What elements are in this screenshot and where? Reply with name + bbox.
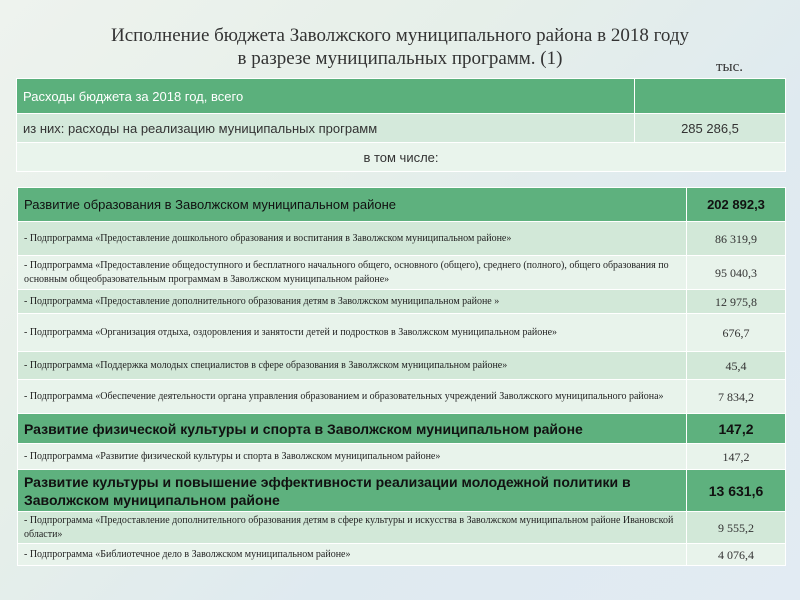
subprogram-name: - Подпрограмма «Обеспечение деятельности органа управления образованием и образовательных учреждений Заволжского муниципального района» xyxy=(18,380,687,414)
subprogram-value: 86 319,9 xyxy=(687,222,786,256)
subprogram-value: 95 040,3 xyxy=(687,256,786,290)
subprogram-name: - Подпрограмма «Развитие физической культуры и спорта в Заволжском муниципальном районе» xyxy=(18,444,687,470)
including-row xyxy=(17,143,786,172)
subprogram-value: 147,2 xyxy=(687,444,786,470)
total-row xyxy=(17,79,786,114)
subprogram-name: - Подпрограмма «Поддержка молодых специалистов в сфере образования в Заволжском муниципальном районе» xyxy=(18,352,687,380)
page-title xyxy=(40,24,760,70)
programs-value: 285 286,5 xyxy=(635,114,786,143)
subprogram-row xyxy=(18,314,786,352)
subprogram-row xyxy=(18,380,786,414)
subprogram-value: 4 076,4 xyxy=(687,544,786,566)
subprogram-value: 45,4 xyxy=(687,352,786,380)
total-label: Расходы бюджета за 2018 год, всего xyxy=(17,79,635,114)
program-name: Развитие культуры и повышение эффективности реализации молодежной политики в Заволжском муниципальном районе xyxy=(18,470,687,512)
subprogram-value: 9 555,2 xyxy=(687,512,786,544)
title-line-1: Исполнение бюджета Заволжского муниципального района в 2018 году xyxy=(110,25,690,46)
subprogram-name: - Подпрограмма «Предоставление дополнительного образования детям в сфере культуры и искусства в Заволжском муниципальном районе Ивановской области» xyxy=(18,512,687,544)
subprogram-row xyxy=(18,444,786,470)
program-row xyxy=(18,188,786,222)
subprogram-row xyxy=(18,290,786,314)
subprogram-name: - Подпрограмма «Предоставление дошкольного образования и воспитания в Заволжском муниципальном районе» xyxy=(18,222,687,256)
programs-table xyxy=(17,187,786,566)
program-row xyxy=(18,414,786,444)
program-value: 147,2 xyxy=(687,414,786,444)
subprogram-row xyxy=(18,222,786,256)
program-name: Развитие образования в Заволжском муниципальном районе xyxy=(18,188,687,222)
title-line-2: в разрезе муниципальных программ. (1) xyxy=(237,48,563,69)
program-name: Развитие физической культуры и спорта в Заволжском муниципальном районе xyxy=(18,414,687,444)
subprogram-row xyxy=(18,352,786,380)
subprogram-value: 676,7 xyxy=(687,314,786,352)
subprogram-name: - Подпрограмма «Библиотечное дело в Заволжском муниципальном районе» xyxy=(18,544,687,566)
including-label: в том числе: xyxy=(17,143,786,172)
program-row xyxy=(18,470,786,512)
subprogram-name: - Подпрограмма «Предоставление общедоступного и бесплатного начального общего, основного (общего), среднего (полного), общего образования по основным общеобразовательным программам в Заволжском муниципальном районе» xyxy=(18,256,687,290)
subprogram-row xyxy=(18,512,786,544)
total-value xyxy=(635,79,786,114)
program-value: 13 631,6 xyxy=(687,470,786,512)
subprogram-value: 12 975,8 xyxy=(687,290,786,314)
unit-label: тыс. xyxy=(716,59,744,75)
programs-row xyxy=(17,114,786,143)
subprogram-value: 7 834,2 xyxy=(687,380,786,414)
subprogram-row xyxy=(18,544,786,566)
programs-label: из них: расходы на реализацию муниципальных программ xyxy=(17,114,635,143)
summary-table xyxy=(16,78,786,172)
subprogram-name: - Подпрограмма «Предоставление дополнительного образования детям в Заволжском муниципальном районе » xyxy=(18,290,687,314)
subprogram-name: - Подпрограмма «Организация отдыха, оздоровления и занятости детей и подростков в Заволжском муниципальном районе» xyxy=(18,314,687,352)
subprogram-row xyxy=(18,256,786,290)
program-value: 202 892,3 xyxy=(687,188,786,222)
